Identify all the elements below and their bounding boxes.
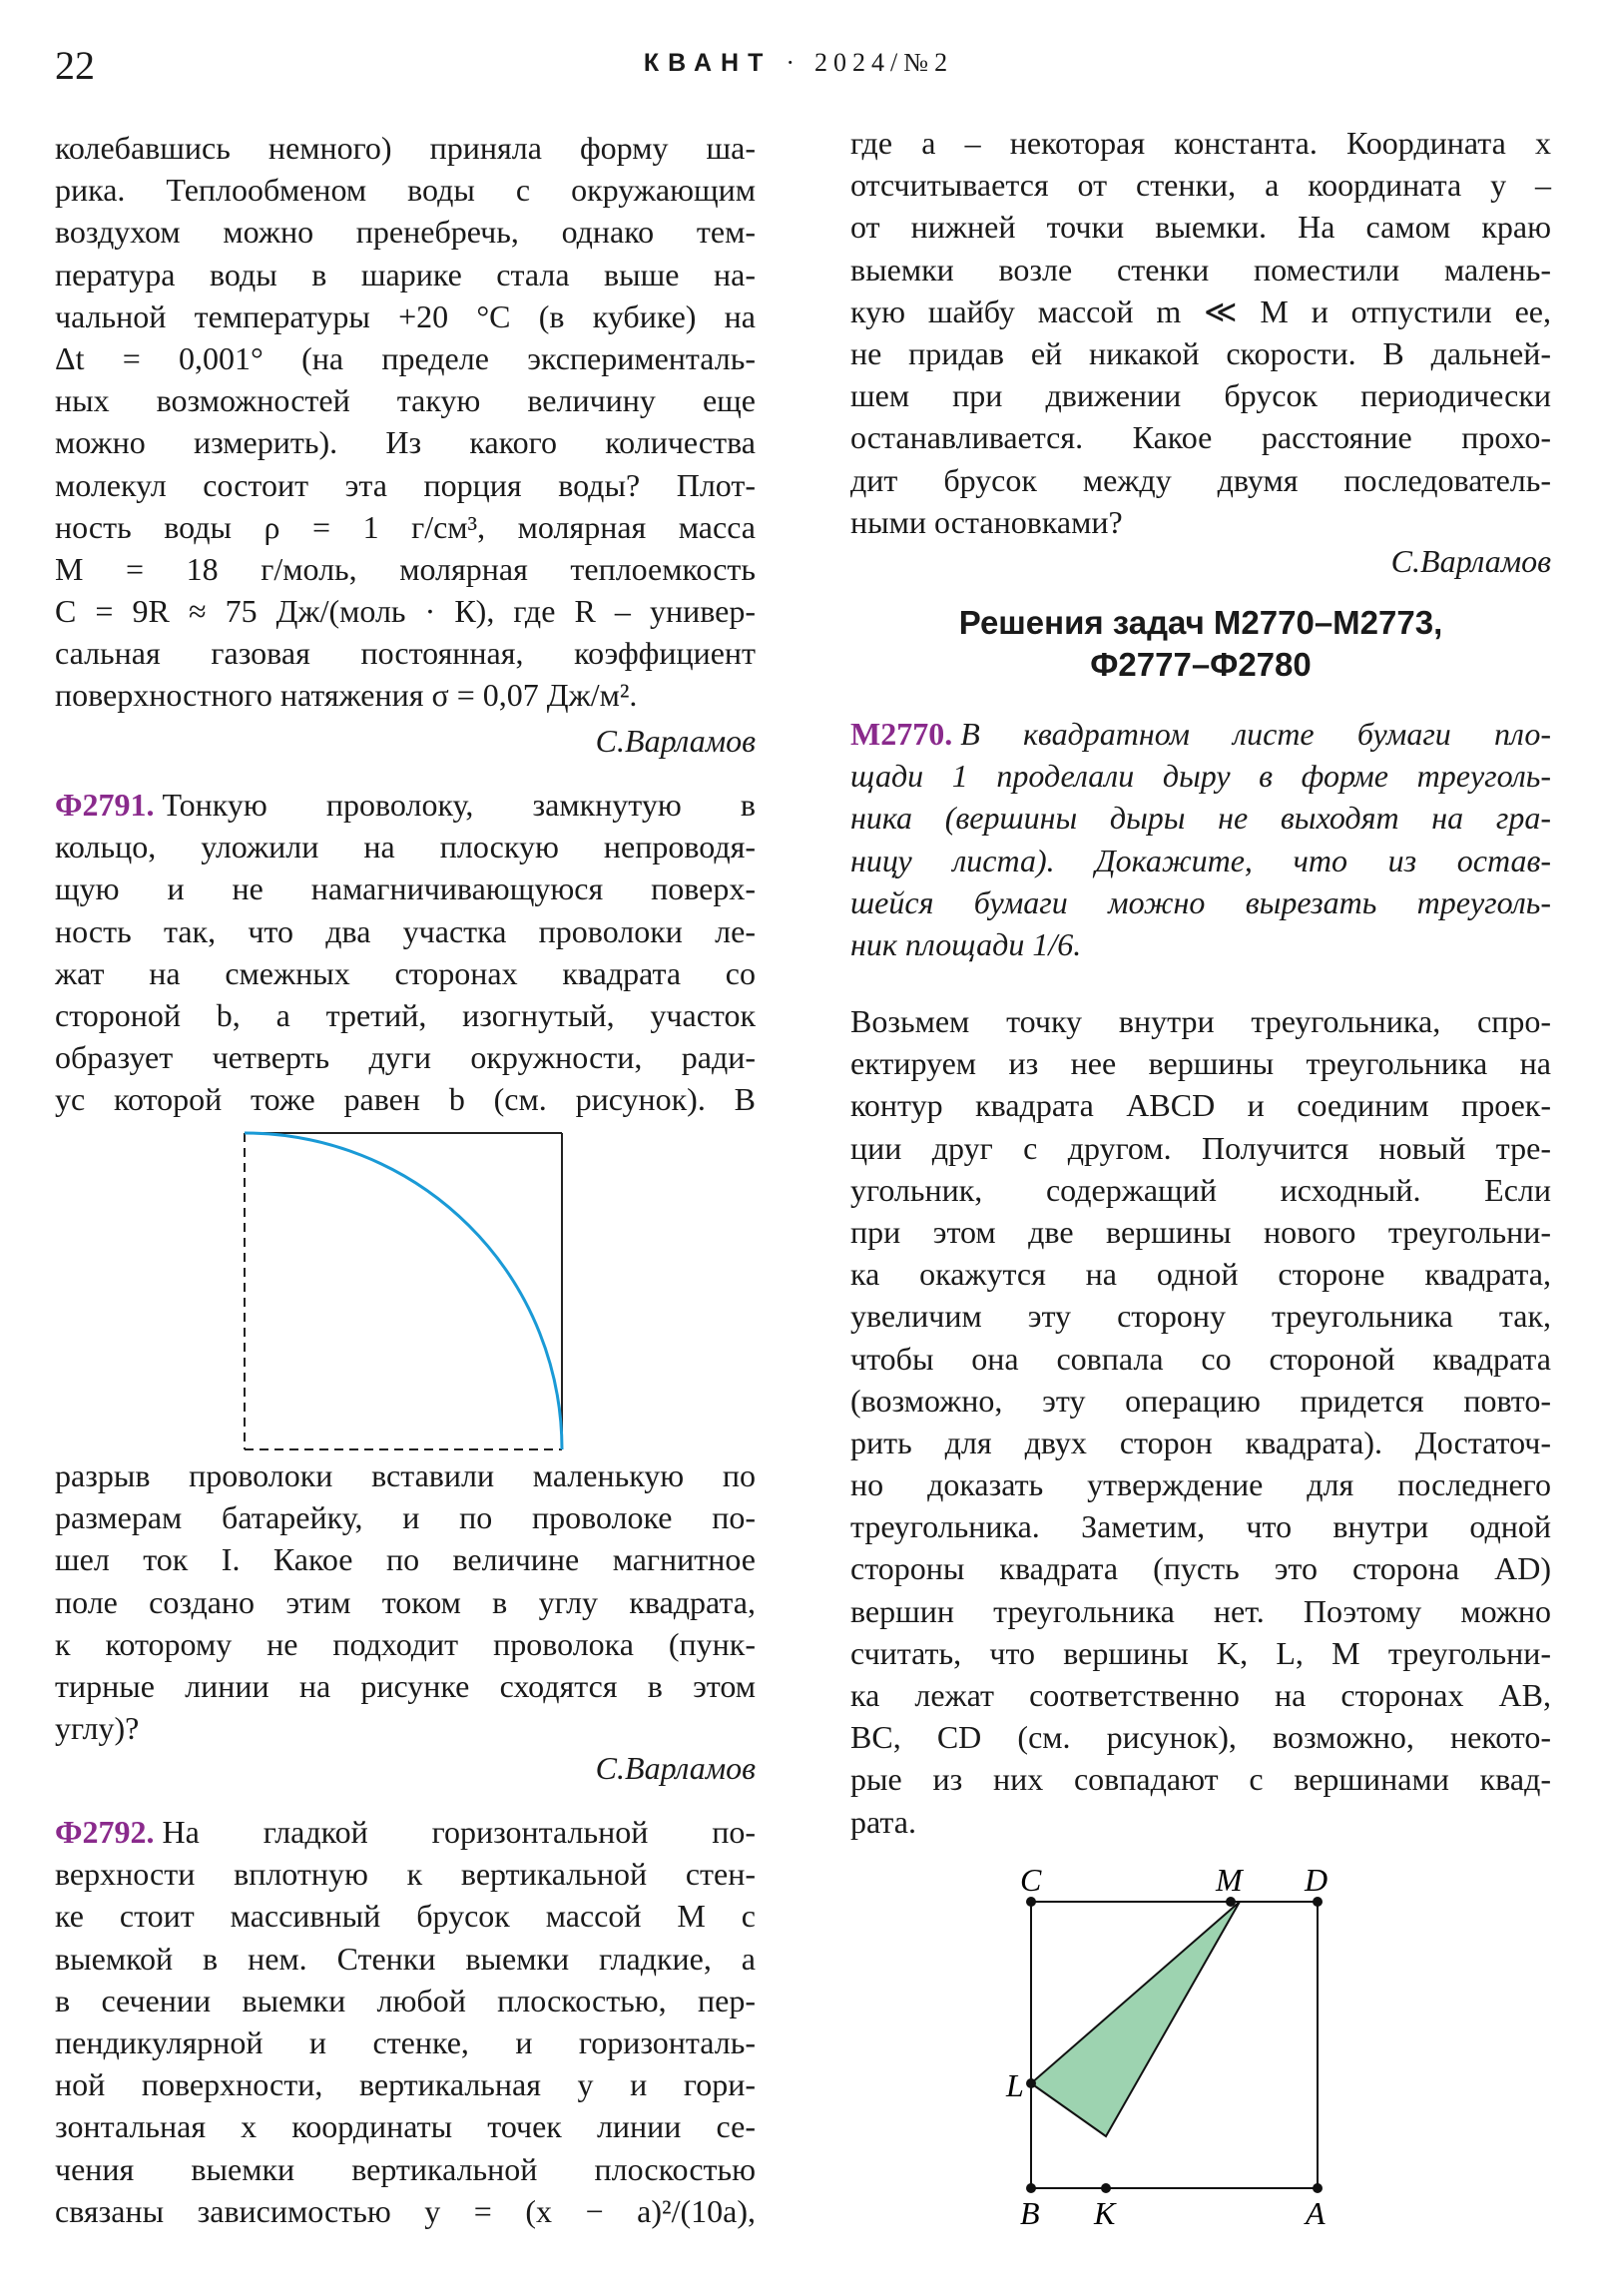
line-text: шем при движении брусок периодически — [850, 377, 1551, 414]
line-text: отсчитывается от стенки, а координата y – — [850, 167, 1551, 204]
line-text: поверхностного натяжения σ = 0,07 Дж/м². — [55, 677, 638, 714]
heading-line-1: Решения задач М2770–М2773, — [958, 604, 1443, 641]
line-text: молекул состоит эта порция воды? Плот- — [55, 466, 756, 503]
text-line — [55, 169, 756, 211]
text-line — [850, 249, 1551, 290]
line-text: На гладкой горизонтальной по- — [162, 1814, 756, 1850]
line-text: угольник, содержащий исходный. Если — [850, 1171, 1551, 1208]
line-text: Возьмем точку внутри треугольника, спро- — [850, 1003, 1551, 1039]
text-line — [55, 674, 756, 716]
text-line — [850, 1590, 1551, 1632]
text-line — [55, 1665, 756, 1707]
text-line — [850, 1505, 1551, 1547]
point-m — [1226, 1897, 1236, 1907]
line-text: выемки возле стенки поместили малень- — [850, 251, 1551, 287]
text-line — [55, 1538, 756, 1580]
text-line — [55, 590, 756, 632]
point-a — [1313, 2183, 1323, 2193]
line-text: рика. Теплообменом воды с окружающим — [55, 172, 756, 209]
issue-number: 2024/№2 — [814, 48, 954, 77]
text-line — [850, 713, 1551, 755]
line-text: щади 1 проделали дыру в форме треуголь- — [850, 758, 1551, 795]
text-line — [850, 881, 1551, 923]
text-line — [850, 797, 1551, 839]
line-text: BC, CD (см. рисунок), возможно, некото- — [850, 1719, 1551, 1756]
line-text: чальной температуры +20 °С (в кубике) на — [55, 297, 756, 334]
text-line — [850, 1042, 1551, 1084]
line-text: кую шайбу массой m ≪ M и отпустили ее, — [850, 292, 1551, 329]
text-line — [850, 416, 1551, 458]
line-text: рить для двух сторон квадрата). Достаточ- — [850, 1424, 1551, 1460]
line-text: жат на смежных сторонах квадрата со — [55, 954, 756, 991]
line-text: контур квадрата ABCD и соединим проек- — [850, 1087, 1551, 1124]
text-line — [55, 254, 756, 295]
text-line — [55, 295, 756, 337]
text-line — [55, 826, 756, 867]
text-line — [850, 1547, 1551, 1589]
text-line — [850, 1295, 1551, 1337]
paragraph-continuation — [55, 127, 756, 717]
text-line — [55, 1496, 756, 1538]
text-line — [850, 206, 1551, 248]
line-text: воздухом можно пренебречь, однако тем- — [55, 214, 756, 251]
point-d — [1313, 1897, 1323, 1907]
label-m: M — [1216, 1862, 1243, 1898]
problem-f2791 — [55, 784, 756, 1121]
triangle-klm — [1031, 1902, 1240, 2136]
header-separator: · — [786, 48, 801, 77]
line-text: разрыв проволоки вставили маленькую по — [55, 1457, 756, 1493]
text-line — [55, 1853, 756, 1895]
line-text: пендикулярной и стенке, и горизонталь- — [55, 2023, 756, 2060]
line-text: ка лежат соответственно на сторонах AB, — [850, 1677, 1551, 1713]
text-line — [850, 164, 1551, 206]
line-text: Δt = 0,001° (на пределе эксперименталь- — [55, 339, 756, 376]
line-text: сальная газовая постоянная, коэффициент — [55, 635, 756, 672]
line-text: не придав ей никакой скорости. В дальней- — [850, 334, 1551, 371]
line-text: от нижней точки выемки. На самом краю — [850, 209, 1551, 246]
problem-f2791-continued — [55, 1454, 756, 1749]
text-line — [850, 923, 1551, 965]
line-text: к которому не подходит проволока (пунк- — [55, 1625, 756, 1662]
label-d: D — [1305, 1862, 1329, 1898]
line-text: рые из них совпадают с вершинами квад- — [850, 1761, 1551, 1798]
label-c: C — [1020, 1862, 1042, 1898]
text-line — [850, 1211, 1551, 1253]
line-text: размерам батарейку, и по проволоке по- — [55, 1499, 756, 1536]
line-text: в сечении выемки любой плоскостью, пер- — [55, 1982, 756, 2018]
text-line — [55, 1623, 756, 1665]
author-signature: С.Варламов — [1390, 543, 1551, 579]
text-line — [55, 337, 756, 379]
text-line — [850, 1801, 1551, 1843]
text-line — [850, 1127, 1551, 1169]
text-line — [55, 2148, 756, 2190]
problem-f2792 — [55, 1811, 756, 2232]
line-text: ника (вершины дыры не выходят на гра- — [850, 800, 1551, 837]
running-header — [0, 48, 1597, 78]
line-text: но доказать утверждение для последнего — [850, 1466, 1551, 1503]
text-line — [55, 1036, 756, 1078]
line-text: колебавшись немного) приняла форму ша- — [55, 130, 756, 166]
point-k — [1101, 2183, 1111, 2193]
line-text: тирные линии на рисунке сходятся в этом — [55, 1667, 756, 1704]
line-text: ка окажутся на одной стороне квадрата, — [850, 1256, 1551, 1293]
line-text: треугольника. Заметим, что внутри одной — [850, 1508, 1551, 1545]
line-text: можно измерить). Из какого количества — [55, 424, 756, 461]
text-line — [850, 1422, 1551, 1463]
problem-label: Ф2792. — [55, 1814, 155, 1850]
line-text: ность воды ρ = 1 г/см³, молярная масса — [55, 508, 756, 545]
line-text: шел ток I. Какое по величине магнитное — [55, 1541, 756, 1578]
text-line — [55, 2105, 756, 2147]
text-line — [55, 211, 756, 253]
text-line — [55, 1707, 756, 1749]
text-line — [850, 332, 1551, 374]
text-line — [850, 1253, 1551, 1295]
heading-line-2: Ф2777–Ф2780 — [1090, 646, 1312, 683]
text-line — [55, 548, 756, 590]
text-line — [55, 1078, 756, 1120]
label-l: L — [1006, 2067, 1024, 2103]
text-line — [55, 1454, 756, 1496]
text-line — [850, 122, 1551, 164]
text-line — [850, 1000, 1551, 1042]
text-line — [55, 994, 756, 1036]
problem-m2770 — [850, 713, 1551, 965]
line-text: поле создано этим током в углу квадрата, — [55, 1583, 756, 1620]
text-line — [55, 784, 756, 826]
line-text: зонтальная x координаты точек линии се- — [55, 2108, 756, 2145]
line-text: (возможно, эту операцию придется повто- — [850, 1382, 1551, 1419]
line-text: связаны зависимостью y = (x − a)²/(10a), — [55, 2192, 756, 2229]
label-b: B — [1020, 2195, 1040, 2231]
text-line — [850, 374, 1551, 416]
author-signature: С.Варламов — [595, 1750, 756, 1786]
text-line — [850, 1169, 1551, 1211]
text-line — [55, 2063, 756, 2105]
section-heading — [850, 602, 1551, 686]
line-text: В квадратном листе бумаги пло- — [960, 716, 1551, 752]
text-line — [55, 1811, 756, 1853]
text-line — [55, 379, 756, 421]
line-text: чения выемки вертикальной плоскостью — [55, 2150, 756, 2187]
text-line — [850, 1632, 1551, 1674]
text-line — [850, 1338, 1551, 1380]
author-signature: С.Варламов — [595, 723, 756, 759]
line-text: Тонкую проволоку, замкнутую в — [162, 787, 756, 823]
text-line — [850, 840, 1551, 881]
text-line — [55, 464, 756, 506]
text-line — [55, 867, 756, 909]
text-line — [850, 1758, 1551, 1800]
line-text: чтобы она совпала со стороной квадрата — [850, 1340, 1551, 1377]
line-text: стороной b, а третий, изогнутый, участок — [55, 996, 756, 1033]
line-text: дит брусок между двумя последователь- — [850, 461, 1551, 498]
line-text: стороны квадрата (пусть это сторона AD) — [850, 1550, 1551, 1587]
problem-label: Ф2791. — [55, 787, 155, 823]
text-line — [850, 1380, 1551, 1422]
line-text: где a – некоторая константа. Координата x — [850, 125, 1551, 161]
page-number: 22 — [55, 43, 95, 88]
point-b — [1026, 2183, 1036, 2193]
line-text: ных возможностей такую величину еще — [55, 382, 756, 419]
text-line — [850, 1716, 1551, 1758]
line-text: углу)? — [55, 1710, 140, 1747]
text-line — [55, 910, 756, 952]
line-text: ке стоит массивный брусок массой M с — [55, 1898, 756, 1935]
text-line — [55, 1581, 756, 1623]
line-text: выемкой в нем. Стенки выемки гладкие, а — [55, 1940, 756, 1977]
line-text: при этом две вершины нового треугольни- — [850, 1213, 1551, 1250]
line-text: ектируем из нее вершины треугольника на — [850, 1045, 1551, 1082]
text-line — [55, 1895, 756, 1937]
line-text: останавливается. Какое расстояние прохо- — [850, 419, 1551, 456]
line-text: рата. — [850, 1803, 916, 1840]
line-text: образует четверть дуги окружности, ради- — [55, 1039, 756, 1076]
text-line — [850, 459, 1551, 501]
problem-f2792-continued — [850, 122, 1551, 543]
text-line — [55, 2021, 756, 2063]
problem-label: М2770. — [850, 716, 953, 752]
line-text: шейся бумаги можно вырезать треуголь- — [850, 883, 1551, 920]
line-text: верхности вплотную к вертикальной стен- — [55, 1856, 756, 1893]
text-line — [850, 290, 1551, 332]
point-c — [1026, 1897, 1036, 1907]
text-line — [55, 632, 756, 674]
line-text: пература воды в шарике стала выше на- — [55, 256, 756, 292]
text-line — [55, 2190, 756, 2232]
text-line — [850, 501, 1551, 543]
line-text: M = 18 г/моль, молярная теплоемкость — [55, 550, 756, 587]
point-l — [1026, 2078, 1036, 2088]
line-text: считать, что вершины K, L, M треугольни- — [850, 1634, 1551, 1671]
figure-quarter-arc — [235, 1123, 574, 1462]
wire-arc — [245, 1133, 562, 1449]
line-text: ции друг с другом. Получится новый тре- — [850, 1129, 1551, 1166]
text-line — [55, 421, 756, 463]
line-text: ными остановками? — [850, 503, 1123, 540]
line-text: вершин треугольника нет. Поэтому можно — [850, 1592, 1551, 1629]
text-line — [55, 952, 756, 994]
text-line — [55, 506, 756, 548]
text-line — [850, 1674, 1551, 1716]
line-text: ницу листа). Докажите, что из остав- — [850, 842, 1551, 878]
text-line — [55, 1938, 756, 1980]
text-line — [55, 1980, 756, 2021]
figure-square-triangle — [998, 1847, 1397, 2266]
line-text: ность так, что два участка проволоки ле- — [55, 912, 756, 949]
line-text: увеличим эту сторону треугольника так, — [850, 1298, 1551, 1335]
text-line — [850, 1084, 1551, 1126]
text-line — [55, 127, 756, 169]
magazine-title: КВАНТ — [643, 49, 773, 77]
line-text: кольцо, уложили на плоскую непроводя- — [55, 829, 756, 865]
label-a: A — [1306, 2195, 1326, 2231]
line-text: ник площади 1/6. — [850, 925, 1082, 962]
label-k: K — [1094, 2195, 1116, 2231]
line-text: ус которой тоже равен b (см. рисунок). В — [55, 1081, 756, 1118]
line-text: щую и не намагничивающуюся поверх- — [55, 870, 756, 907]
solution-m2770 — [850, 1000, 1551, 1843]
text-line — [850, 755, 1551, 797]
line-text: C = 9R ≈ 75 Дж/(моль · К), где R – универ- — [55, 593, 756, 630]
line-text: ной поверхности, вертикальная y и гори- — [55, 2066, 756, 2103]
text-line — [850, 1463, 1551, 1505]
